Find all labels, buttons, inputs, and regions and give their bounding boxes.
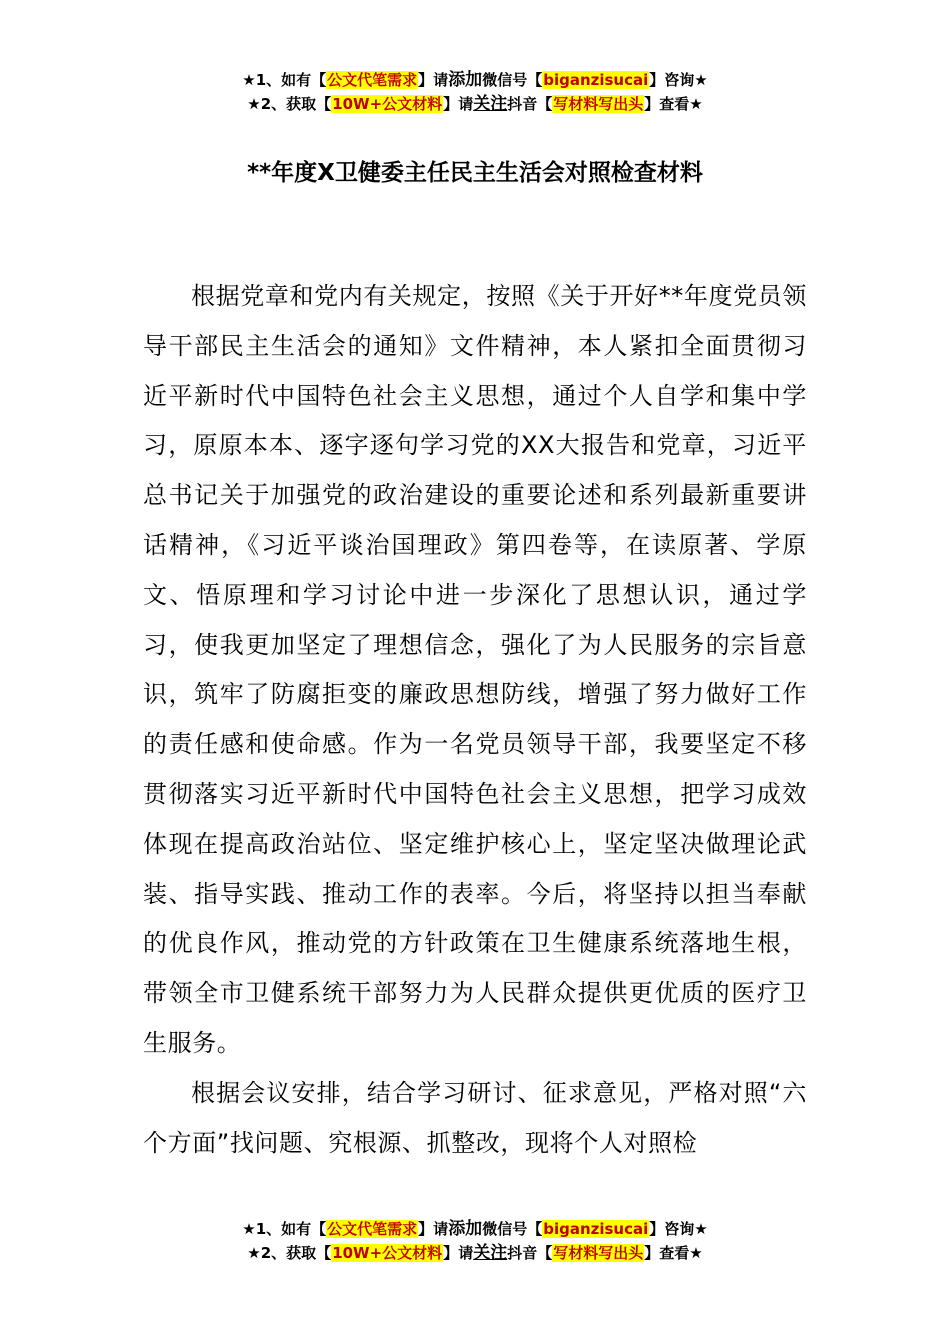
- banner-line-2: [0, 92, 950, 116]
- banner-text: ★2、获取【: [247, 1244, 332, 1262]
- banner-text: 】请: [443, 95, 474, 113]
- banner-text: 】咨询★: [649, 71, 708, 89]
- banner-text: 微信号【: [482, 1220, 543, 1238]
- paragraph-1: 根据党章和党内有关规定，按照《关于开好**年度党员领导干部民主生活会的通知》文件精神，本人紧扣全面贯彻习近平新时代中国特色社会主义思想，通过个人自学和集中学习，原原本本、逐字逐句学习党的XX大报告和党章，习近平总书记关于加强党的政治建设的重要论述和系列最新重要讲话精神，《习近平谈治国理政》第四卷等，在读原著、学原文、悟原理和学习讨论中进一步深化了思想认识，通过学习，使我更加坚定了理想信念，强化了为人民服务的宗旨意识，筑牢了防腐拒变的廉政思想防线，增强了努力做好工作的责任感和使命感。作为一名党员领导干部，我要坚定不移贯彻落实习近平新时代中国特色社会主义思想，把学习成效体现在提高政治站位、坚定维护核心上，坚定坚决做理论武装、指导实践、推动工作的表率。今后，将坚持以担当奉献的优良作风，推动党的方针政策在卫生健康系统落地生根，带领全市卫健系统干部努力为人民群众提供更优质的医疗卫生服务。: [143, 282, 807, 1057]
- paragraph-2: 根据会议安排，结合学习研讨、征求意见，严格对照“六个方面”找问题、究根源、抓整改，现将个人对照检: [143, 1078, 807, 1157]
- banner-line-2: [0, 1241, 950, 1265]
- banner-text: 】请: [418, 71, 449, 89]
- banner-line-1: [0, 68, 950, 92]
- banner-highlight: biganzisucai: [543, 71, 649, 89]
- banner-text: 抖音【: [507, 1244, 553, 1262]
- banner-text: 关注: [473, 1243, 508, 1263]
- banner-text: 添加: [448, 70, 483, 90]
- banner-text: 】请: [443, 1244, 474, 1262]
- document-title: **年度X卫健委主任民主生活会对照检查材料: [247, 160, 703, 186]
- banner-text: 】请: [418, 1220, 449, 1238]
- banner-text: ★1、如有【: [242, 1220, 327, 1238]
- banner-text: 】查看★: [644, 1244, 703, 1262]
- bottom-banner: [0, 1217, 950, 1265]
- banner-highlight: 10W+公文材料: [332, 1244, 443, 1262]
- banner-highlight: 公文代笔需求: [327, 71, 418, 89]
- banner-highlight: biganzisucai: [543, 1220, 649, 1238]
- banner-text: 关注: [473, 94, 508, 114]
- banner-text: 微信号【: [482, 71, 543, 89]
- top-banner: [0, 68, 950, 116]
- banner-text: 抖音【: [507, 95, 553, 113]
- banner-text: 添加: [448, 1219, 483, 1239]
- banner-text: ★2、获取【: [247, 95, 332, 113]
- document-body: [143, 272, 807, 1168]
- banner-highlight: 写材料写出头: [553, 1244, 644, 1262]
- banner-highlight: 10W+公文材料: [332, 95, 443, 113]
- banner-highlight: 公文代笔需求: [327, 1220, 418, 1238]
- banner-text: 】查看★: [644, 95, 703, 113]
- banner-text: 】咨询★: [649, 1220, 708, 1238]
- banner-highlight: 写材料写出头: [553, 95, 644, 113]
- banner-line-1: [0, 1217, 950, 1241]
- banner-text: ★1、如有【: [242, 71, 327, 89]
